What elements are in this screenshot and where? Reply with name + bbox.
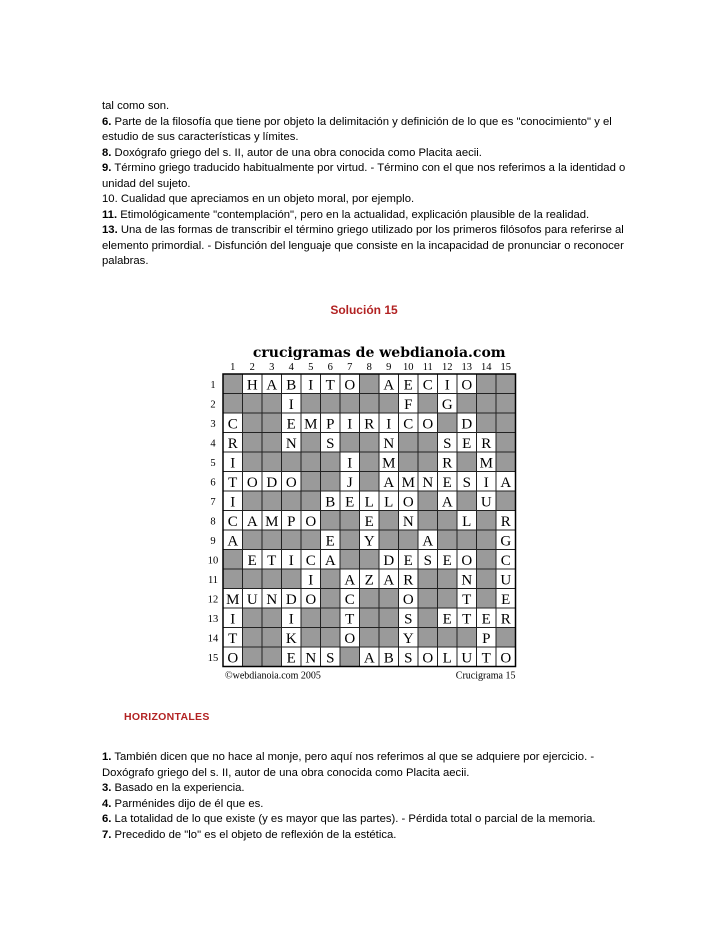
cell-letter: T xyxy=(267,552,277,569)
black-cell xyxy=(262,530,282,550)
row-number: 9 xyxy=(210,535,216,547)
black-cell xyxy=(496,433,516,453)
black-cell xyxy=(379,511,399,531)
clue-number: 4. xyxy=(102,797,112,810)
clue-text: Una de las formas de transcribir el término griego utilizado por los primeros filósofos para referirse al elemento primordial. - Disfunción del lenguaje que consiste en la incapacidad de pronunciar o reconocer palabras. xyxy=(102,224,624,267)
cell-letter: A xyxy=(383,377,395,394)
cell-letter: T xyxy=(481,650,491,667)
cell-letter: A xyxy=(383,572,395,589)
black-cell xyxy=(457,394,477,414)
black-cell xyxy=(301,608,321,628)
black-cell xyxy=(360,589,380,609)
black-cell xyxy=(243,452,263,472)
black-cell xyxy=(262,394,282,414)
cell-letter: C xyxy=(227,513,238,530)
cell-letter: E xyxy=(442,611,452,628)
cell-letter: R xyxy=(500,611,511,628)
black-cell xyxy=(360,628,380,648)
black-cell xyxy=(496,374,516,394)
cell-letter: N xyxy=(461,572,473,589)
cell-letter: I xyxy=(230,611,236,628)
cell-letter: E xyxy=(247,552,257,569)
clue-number: 13. xyxy=(102,224,118,236)
cell-letter: Y xyxy=(363,533,375,550)
row-number: 4 xyxy=(210,438,216,450)
cell-letter: O xyxy=(285,474,297,491)
black-cell xyxy=(223,374,243,394)
cell-letter: I xyxy=(230,494,236,511)
black-cell xyxy=(301,472,321,492)
cell-letter: C xyxy=(227,416,238,433)
black-cell xyxy=(418,608,438,628)
black-cell xyxy=(321,628,341,648)
black-cell xyxy=(379,608,399,628)
cell-letter: N xyxy=(266,591,278,608)
cell-letter: S xyxy=(404,611,413,628)
cell-letter: U xyxy=(480,494,492,511)
column-number: 7 xyxy=(347,362,353,373)
cell-letter: U xyxy=(246,591,258,608)
cell-letter: P xyxy=(326,416,335,433)
black-cell xyxy=(262,491,282,511)
cell-letter: C xyxy=(422,377,433,394)
black-cell xyxy=(477,550,497,570)
black-cell xyxy=(457,530,477,550)
black-cell xyxy=(340,394,360,414)
cell-letter: U xyxy=(500,572,512,589)
cell-letter: G xyxy=(441,396,453,413)
cell-letter: E xyxy=(442,552,452,569)
cell-letter: O xyxy=(305,513,317,530)
crossword-image xyxy=(205,346,525,686)
cell-letter: M xyxy=(226,591,240,608)
clue-item xyxy=(102,797,632,813)
black-cell xyxy=(243,628,263,648)
cell-letter: M xyxy=(401,474,415,491)
cell-letter: S xyxy=(423,552,432,569)
cell-letter: O xyxy=(246,474,258,491)
black-cell xyxy=(301,394,321,414)
black-cell xyxy=(360,472,380,492)
column-number: 9 xyxy=(386,362,392,373)
clue-text: Término griego traducido habitualmente por virtud. - Término con el que nos referimos a la identidad o unidad del sujeto. xyxy=(102,162,626,190)
row-number: 10 xyxy=(207,555,219,567)
cell-letter: T xyxy=(345,611,355,628)
cell-letter: A xyxy=(363,650,375,667)
row-number: 15 xyxy=(207,652,219,664)
cell-letter: U xyxy=(461,650,473,667)
cell-letter: I xyxy=(288,552,294,569)
cell-letter: O xyxy=(402,591,414,608)
cell-letter: R xyxy=(481,435,492,452)
cell-letter: S xyxy=(443,435,452,452)
black-cell xyxy=(360,452,380,472)
cell-letter: I xyxy=(230,455,236,472)
cell-letter: N xyxy=(305,650,317,667)
black-cell xyxy=(418,433,438,453)
black-cell xyxy=(457,628,477,648)
black-cell xyxy=(262,628,282,648)
crossword-footer-right: Crucigrama 15 xyxy=(455,670,516,682)
black-cell xyxy=(321,569,341,589)
clue-item xyxy=(102,223,632,270)
clue-number: 9. xyxy=(102,162,112,174)
black-cell xyxy=(360,550,380,570)
black-cell xyxy=(321,589,341,609)
black-cell xyxy=(360,394,380,414)
black-cell xyxy=(340,530,360,550)
cell-letter: N xyxy=(285,435,297,452)
cell-letter: I xyxy=(308,572,314,589)
black-cell xyxy=(477,569,497,589)
clue-item xyxy=(102,750,632,781)
row-number: 6 xyxy=(210,477,216,489)
cell-letter: C xyxy=(500,552,511,569)
black-cell xyxy=(496,394,516,414)
crossword-site-title: crucigramas de webdianoia.com xyxy=(252,346,506,361)
black-cell xyxy=(282,452,302,472)
black-cell xyxy=(301,452,321,472)
black-cell xyxy=(243,569,263,589)
cell-letter: A xyxy=(246,513,258,530)
column-number: 3 xyxy=(269,362,275,373)
row-number: 14 xyxy=(207,633,219,645)
black-cell xyxy=(418,589,438,609)
cell-letter: E xyxy=(286,650,296,667)
black-cell xyxy=(262,569,282,589)
black-cell xyxy=(262,647,282,667)
clue-number: 6. xyxy=(102,115,112,128)
clue-text: Parte de la filosofía que tiene por objeto la delimitación y definición de lo que es "conocimiento" y el estudio de sus características y límites. xyxy=(102,115,612,143)
black-cell xyxy=(418,628,438,648)
cell-letter: D xyxy=(285,591,297,608)
top-clue-list xyxy=(102,99,632,270)
black-cell xyxy=(321,394,341,414)
cell-letter: M xyxy=(382,455,396,472)
cell-letter: K xyxy=(285,630,297,647)
clue-item xyxy=(102,146,632,162)
black-cell xyxy=(496,491,516,511)
black-cell xyxy=(301,433,321,453)
black-cell xyxy=(438,413,458,433)
black-cell xyxy=(321,511,341,531)
black-cell xyxy=(243,413,263,433)
row-number: 5 xyxy=(210,457,216,469)
cell-letter: L xyxy=(364,494,374,511)
black-cell xyxy=(262,452,282,472)
black-cell xyxy=(321,608,341,628)
cell-letter: A xyxy=(500,474,512,491)
cell-letter: R xyxy=(442,455,453,472)
black-cell xyxy=(243,647,263,667)
black-cell xyxy=(321,472,341,492)
cell-letter: A xyxy=(422,533,434,550)
cell-letter: A xyxy=(441,494,453,511)
cell-letter: R xyxy=(403,572,414,589)
clue-text: 10. Cualidad que apreciamos en un objeto moral, por ejemplo. xyxy=(102,193,415,205)
black-cell xyxy=(477,589,497,609)
clue-item xyxy=(102,192,632,208)
cell-letter: S xyxy=(404,650,413,667)
cell-letter: A xyxy=(344,572,356,589)
cell-letter: H xyxy=(246,377,258,394)
clue-item xyxy=(102,828,632,844)
black-cell xyxy=(340,647,360,667)
black-cell xyxy=(262,413,282,433)
cell-letter: S xyxy=(326,650,335,667)
cell-letter: D xyxy=(266,474,278,491)
cell-letter: I xyxy=(308,377,314,394)
clue-text: Doxógrafo griego del s. II, autor de una obra conocida como Placita aecii. xyxy=(111,146,482,159)
cell-letter: O xyxy=(461,377,473,394)
row-number: 13 xyxy=(207,613,219,625)
black-cell xyxy=(282,491,302,511)
black-cell xyxy=(243,608,263,628)
solution-title: Solución 15 xyxy=(330,303,398,317)
cell-letter: O xyxy=(402,494,414,511)
cell-letter: J xyxy=(346,474,353,491)
cell-letter: E xyxy=(345,494,355,511)
cell-letter: N xyxy=(383,435,395,452)
black-cell xyxy=(379,589,399,609)
black-cell xyxy=(438,530,458,550)
cell-letter: O xyxy=(461,552,473,569)
black-cell xyxy=(477,530,497,550)
black-cell xyxy=(282,530,302,550)
cell-letter: Y xyxy=(402,630,414,647)
cell-letter: O xyxy=(344,377,356,394)
black-cell xyxy=(243,394,263,414)
black-cell xyxy=(282,569,302,589)
black-cell xyxy=(477,374,497,394)
cell-letter: N xyxy=(402,513,414,530)
black-cell xyxy=(301,491,321,511)
black-cell xyxy=(301,530,321,550)
clue-number: 1. xyxy=(102,751,112,763)
cell-letter: R xyxy=(500,513,511,530)
cell-letter: B xyxy=(286,377,297,394)
column-number: 12 xyxy=(442,362,453,373)
cell-letter: A xyxy=(227,533,239,550)
cell-letter: E xyxy=(481,611,491,628)
black-cell xyxy=(360,433,380,453)
black-cell xyxy=(418,569,438,589)
black-cell xyxy=(438,628,458,648)
cell-letter: E xyxy=(442,474,452,491)
cell-letter: O xyxy=(227,650,239,667)
cell-letter: Z xyxy=(364,572,374,589)
cell-letter: L xyxy=(384,494,394,511)
black-cell xyxy=(496,413,516,433)
black-cell xyxy=(340,511,360,531)
column-number: 13 xyxy=(461,362,472,373)
black-cell xyxy=(399,433,419,453)
crossword-footer-left: ©webdianoia.com 2005 xyxy=(225,670,321,682)
cell-letter: O xyxy=(344,630,356,647)
black-cell xyxy=(360,608,380,628)
clue-item xyxy=(102,208,632,224)
clue-item xyxy=(102,99,632,115)
cell-letter: M xyxy=(265,513,279,530)
cell-letter: I xyxy=(288,396,294,413)
cell-letter: O xyxy=(305,591,317,608)
black-cell xyxy=(301,628,321,648)
clue-item xyxy=(102,161,632,192)
cell-letter: S xyxy=(326,435,335,452)
black-cell xyxy=(496,452,516,472)
black-cell xyxy=(379,394,399,414)
clue-item xyxy=(102,812,632,828)
column-number: 15 xyxy=(500,362,511,373)
clue-number: 8. xyxy=(102,146,112,159)
black-cell xyxy=(340,550,360,570)
clue-item xyxy=(102,115,632,146)
clue-text: La totalidad de lo que existe (y es mayor que las partes). - Pérdida total o parcial de la memoria. xyxy=(111,813,596,825)
clue-number: 7. xyxy=(102,828,112,841)
black-cell xyxy=(457,491,477,511)
column-number: 5 xyxy=(308,362,314,373)
cell-letter: T xyxy=(228,630,238,647)
black-cell xyxy=(477,413,497,433)
black-cell xyxy=(262,608,282,628)
clue-number: 3. xyxy=(102,782,112,794)
bottom-clue-list xyxy=(102,750,632,843)
cell-letter: M xyxy=(479,455,493,472)
black-cell xyxy=(243,530,263,550)
clue-text: También dicen que no hace al monje, pero aquí nos referimos al que se adquiere por ejercicio. - Doxógrafo griego del s. II, autor de una obra conocida como Placita aecii. xyxy=(102,751,595,779)
column-number: 8 xyxy=(366,362,372,373)
cell-letter: D xyxy=(383,552,395,569)
clue-text: Basado en la experiencia. xyxy=(111,782,245,794)
cell-letter: T xyxy=(325,377,335,394)
cell-letter: P xyxy=(287,513,296,530)
black-cell xyxy=(457,452,477,472)
column-number: 11 xyxy=(422,362,433,373)
cell-letter: B xyxy=(325,494,336,511)
cell-letter: C xyxy=(305,552,316,569)
cell-letter: O xyxy=(422,650,434,667)
cell-letter: I xyxy=(483,474,489,491)
cell-letter: O xyxy=(500,650,512,667)
clue-number: 11. xyxy=(102,208,118,221)
black-cell xyxy=(340,433,360,453)
column-number: 1 xyxy=(230,362,236,373)
cell-letter: F xyxy=(404,396,413,413)
black-cell xyxy=(399,530,419,550)
black-cell xyxy=(243,433,263,453)
cell-letter: C xyxy=(344,591,355,608)
cell-letter: I xyxy=(386,416,392,433)
column-number: 10 xyxy=(403,362,414,373)
cell-letter: T xyxy=(228,474,238,491)
cell-letter: G xyxy=(500,533,512,550)
black-cell xyxy=(321,452,341,472)
black-cell xyxy=(438,569,458,589)
cell-letter: I xyxy=(347,455,353,472)
row-number: 2 xyxy=(210,399,216,411)
column-number: 6 xyxy=(327,362,333,373)
clue-text: Etimológicamente "contemplación", pero en la actualidad, explicación plausible de la realidad. xyxy=(117,208,590,221)
cell-letter: R xyxy=(227,435,238,452)
cell-letter: I xyxy=(444,377,450,394)
cell-letter: E xyxy=(403,377,413,394)
clue-number: 6. xyxy=(102,813,112,825)
clue-item xyxy=(102,781,632,797)
row-number: 8 xyxy=(210,516,216,528)
cell-letter: I xyxy=(347,416,353,433)
row-number: 3 xyxy=(210,418,216,430)
cell-letter: B xyxy=(383,650,394,667)
cell-letter: E xyxy=(501,591,511,608)
cell-letter: E xyxy=(403,552,413,569)
cell-letter: P xyxy=(482,630,491,647)
black-cell xyxy=(438,511,458,531)
black-cell xyxy=(418,511,438,531)
cell-letter: E xyxy=(325,533,335,550)
black-cell xyxy=(223,569,243,589)
black-cell xyxy=(496,628,516,648)
black-cell xyxy=(379,530,399,550)
horizontales-heading: HORIZONTALES xyxy=(124,711,210,723)
clue-text: Precedido de "lo" es el objeto de reflexión de la estética. xyxy=(111,828,397,841)
black-cell xyxy=(418,452,438,472)
black-cell xyxy=(379,628,399,648)
column-number: 14 xyxy=(481,362,492,373)
cell-letter: M xyxy=(304,416,318,433)
cell-letter: R xyxy=(364,416,375,433)
cell-letter: O xyxy=(422,416,434,433)
black-cell xyxy=(438,589,458,609)
black-cell xyxy=(262,433,282,453)
black-cell xyxy=(360,374,380,394)
clue-text: Parménides dijo de él que es. xyxy=(111,797,264,810)
row-number: 7 xyxy=(210,496,216,508)
cell-letter: A xyxy=(324,552,336,569)
cell-letter: E xyxy=(462,435,472,452)
black-cell xyxy=(418,491,438,511)
clue-text: tal como son. xyxy=(102,100,170,112)
cell-letter: E xyxy=(364,513,374,530)
cell-letter: A xyxy=(266,377,278,394)
column-number: 2 xyxy=(249,362,255,373)
black-cell xyxy=(223,394,243,414)
black-cell xyxy=(399,452,419,472)
cell-letter: L xyxy=(442,650,452,667)
cell-letter: A xyxy=(383,474,395,491)
black-cell xyxy=(243,491,263,511)
cell-letter: C xyxy=(403,416,414,433)
black-cell xyxy=(418,394,438,414)
cell-letter: L xyxy=(462,513,472,530)
cell-letter: S xyxy=(462,474,471,491)
cell-letter: E xyxy=(286,416,296,433)
black-cell xyxy=(223,550,243,570)
cell-letter: T xyxy=(462,611,472,628)
black-cell xyxy=(477,394,497,414)
column-number: 4 xyxy=(288,362,294,373)
cell-letter: D xyxy=(461,416,473,433)
cell-letter: N xyxy=(422,474,434,491)
cell-letter: I xyxy=(288,611,294,628)
row-number: 11 xyxy=(207,574,219,586)
cell-letter: T xyxy=(462,591,472,608)
row-number: 12 xyxy=(207,594,219,606)
black-cell xyxy=(477,511,497,531)
row-number: 1 xyxy=(210,379,216,391)
